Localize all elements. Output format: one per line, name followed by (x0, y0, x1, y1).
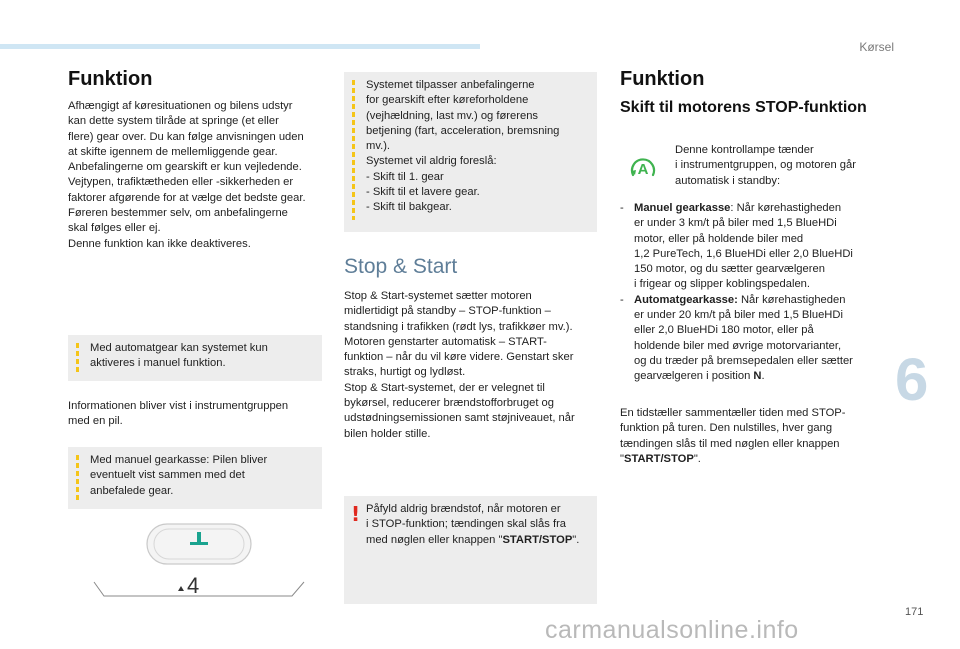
lamp-description: Denne kontrollampe tænder i instrumentgruppen, og motoren går automatisk i standby: (675, 144, 856, 187)
note-text: Med automatgear kan systemet kun aktiveres i manuel funktion. (90, 342, 268, 370)
list-item: - Manuel gearkasse: Når kørehastigheden er under 3 km/t på biler med 1,5 BlueHDi motor, eller på holdende biler med 1,2 PureTech, 1,6 BlueHDi eller 2,0 BlueHDi 150 motor, og du sætter gearvælgeren i frigear og slipper koblingspedalen. (620, 202, 853, 291)
info-bar-icon (76, 343, 79, 375)
info-note-system (344, 72, 597, 232)
section-label: Kørsel (859, 40, 894, 54)
info-bar-icon (352, 80, 355, 220)
note-text: Systemet tilpasser anbefalingerne for gearskift efter køreforholdene (vejhældning, last mv.) og førerens betjening (fart, acceleration, bremsning mv.). Systemet vil aldrig foreslå: - Skift til 1. gear - Skift til et lavere gear. - Skift til bakgear. (366, 79, 560, 214)
stop-start-title: Stop & Start (344, 255, 458, 278)
warning-text: Påfyld aldrig brændstof, når motoren er i STOP-funktion; tændingen skal slås fra med nøglen eller knappen "START/STOP". (366, 503, 580, 546)
warning-note (344, 496, 597, 604)
watermark: carmanualsonline.info (545, 616, 799, 644)
svg-text:A: A (637, 161, 649, 178)
col3-subtitle: Skift til motorens STOP-funktion (620, 99, 867, 116)
info-note-manual (68, 447, 322, 509)
gear-number: 4 (187, 573, 200, 598)
stop-conditions-list (620, 201, 882, 385)
page-number: 171 (905, 606, 924, 618)
col1-paragraph: Afhængigt af køresituationen og bilens udstyr kan dette system tilråde at springe (et eller flere) gear over. Du kan følge anvisningen uden at skifte igennem de mellemliggende gear. Anbefalingerne om gearskift er kun vejledende. Vejtypen, trafiktætheden eller -sikkerheden er faktorer afgørende for at vælge det bedste gear. Føreren bestemmer selv, om anbefalingerne skal følges eller ej. Denne funktion kan ikke deaktiveres. (68, 100, 306, 250)
col1-paragraph-2: Informationen bliver vist i instrumentgruppen med en pil. (68, 400, 289, 428)
list-item: - Automatgearkasse: Når kørehastigheden er under 20 km/t på biler med 1,5 BlueHDi eller 2,0 BlueHDi 180 motor, eller på holdende biler med øvrige motorvarianter, og du træder på bremsepedalen eller sætter gearvælgeren i position N. (620, 293, 853, 383)
exclamation-icon: ! (351, 502, 361, 526)
auto-stop-icon (630, 156, 656, 178)
stop-start-paragraph: Stop & Start-systemet sætter motoren midlertidigt på standby – STOP-funktion – standsning i trafikken (rødt lys, trafikkøer mv.). Motoren genstarter automatisk – START- funktion – når du vil køre videre. Genstart sker straks, hurtigt og lydløst. Stop & Start-systemet, der er velegnet til bykørsel, reducerer brændstofforbruget og udstødningsemissionen samt støjniveauet, når bilen holder stille. (344, 290, 575, 440)
chapter-number: 6 (895, 346, 929, 413)
gear-indicator-illustration (92, 520, 306, 602)
info-bar-icon (76, 455, 79, 503)
note-text: Med manuel gearkasse: Pilen bliver eventuelt vist sammen med det anbefalede gear. (90, 454, 268, 497)
timer-paragraph: En tidstæller sammentæller tiden med STOP- funktion på turen. Den nulstilles, hver gang tændingen slås til med nøglen eller knappen "START/STOP". (620, 407, 846, 465)
top-accent-bar (0, 44, 480, 49)
col1-title: Funktion (68, 68, 153, 90)
info-note-automatic (68, 335, 322, 381)
col3-title: Funktion (620, 68, 705, 90)
